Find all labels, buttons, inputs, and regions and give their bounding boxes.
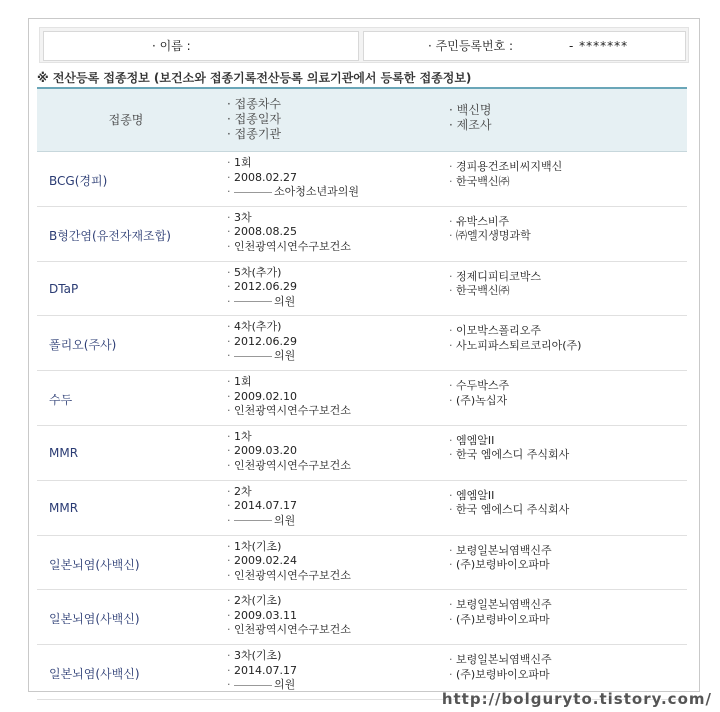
dose-org-text: 인천광역시연수구보건소 (234, 239, 351, 253)
vaccination-record-panel (28, 18, 700, 692)
vaccine-maker: · (주)보령바이오파마 (449, 613, 687, 628)
vaccine-name: MMR (49, 500, 79, 515)
dose-org (227, 569, 447, 584)
header-vaccine-maker (449, 103, 687, 133)
vaccine-product: · 엠엠알II (449, 434, 687, 449)
dose-info (227, 266, 447, 310)
header-vaccine-name: 접종명 (108, 113, 144, 127)
dose-org (227, 678, 447, 693)
vaccine-name: MMR (49, 445, 79, 460)
name-label: · 이름 : (152, 39, 191, 53)
vaccine-maker: · ㈜엘지생명과학 (449, 229, 687, 244)
dose-number: · 3차 (227, 211, 447, 226)
vaccine-product: · 보령일본뇌염백신주 (449, 598, 687, 613)
redaction-mark (234, 356, 272, 357)
rrn-label: · 주민등록번호 : (428, 39, 514, 53)
dose-org (227, 404, 447, 419)
vaccine-info (449, 324, 687, 353)
vaccine-maker: · 한국 엠에스디 주식회사 (449, 448, 687, 463)
dose-org-text: 인천광역시연수구보건소 (234, 404, 351, 418)
dose-info (227, 375, 447, 419)
vaccine-info (449, 598, 687, 627)
header-maker: · 제조사 (449, 118, 492, 132)
vaccine-name: 일본뇌염(사백신) (49, 612, 140, 627)
dose-org-text: 의원 (274, 513, 296, 527)
header-date: · 접종일자 (227, 112, 281, 126)
dose-info (227, 211, 447, 255)
blog-watermark: http://bolguryto.tistory.com/ (441, 690, 712, 708)
vaccine-product: · 정제디피티코박스 (449, 270, 687, 285)
table-row (37, 152, 687, 207)
dose-org-text: 인천광역시연수구보건소 (234, 568, 351, 582)
vaccine-product: · 엠엠알II (449, 489, 687, 504)
dose-date: · 2009.03.11 (227, 609, 447, 624)
table-row (37, 536, 687, 591)
redaction-mark (234, 301, 272, 302)
dose-org-text: 인천광역시연수구보건소 (234, 623, 351, 637)
header-org: · 접종기관 (227, 127, 281, 141)
vaccine-info (449, 215, 687, 244)
vaccine-name: 수두 (49, 393, 73, 408)
vaccine-name: DTaP (49, 281, 79, 296)
dose-org (227, 240, 447, 255)
vaccine-info (449, 544, 687, 573)
dose-org (227, 295, 447, 310)
dose-date: · 2008.02.27 (227, 171, 447, 186)
dose-info (227, 320, 447, 364)
vaccine-name: BCG(경피) (49, 174, 108, 188)
dose-org-text: 인천광역시연수구보건소 (234, 458, 351, 472)
vaccine-maker: · 한국백신㈜ (449, 175, 687, 190)
dose-number: · 1회 (227, 375, 447, 390)
dose-date: · 2014.07.17 (227, 664, 447, 679)
vaccine-maker: · (주)녹십자 (449, 394, 687, 409)
dose-info (227, 540, 447, 584)
dose-number: · 4차(추가) (227, 320, 447, 335)
dose-org-text: 의원 (274, 678, 296, 692)
dose-number: · 2차 (227, 485, 447, 500)
dose-org-text: 소아청소년과의원 (274, 185, 360, 198)
dose-date: · 2012.06.29 (227, 335, 447, 350)
vaccine-maker: · 한국 엠에스디 주식회사 (449, 503, 687, 518)
name-cell (43, 31, 359, 61)
dose-org (227, 459, 447, 474)
redaction-mark (234, 192, 272, 193)
vaccine-product: · 이모박스폴리오주 (449, 324, 687, 339)
dose-date: · 2009.03.20 (227, 444, 447, 459)
dose-number: · 1차(기초) (227, 540, 447, 555)
dose-date: · 2009.02.10 (227, 390, 447, 405)
dose-number: · 3차(기초) (227, 649, 447, 664)
dose-date: · 2014.07.17 (227, 499, 447, 514)
vaccine-product: · 유박스비주 (449, 215, 687, 230)
table-row (37, 316, 687, 371)
dose-info (227, 430, 447, 474)
header-vaccine: · 백신명 (449, 103, 492, 117)
vaccine-info (449, 434, 687, 463)
dose-number: · 1차 (227, 430, 447, 445)
dose-org (227, 514, 447, 529)
identity-bar (39, 27, 689, 63)
table-header (37, 89, 687, 152)
vaccine-maker: · (주)보령바이오파마 (449, 668, 687, 683)
dose-org-text: 의원 (274, 294, 296, 308)
vaccine-product: · 경피용건조비씨지백신 (449, 160, 687, 175)
vaccination-table (37, 87, 687, 700)
vaccine-product: · 보령일본뇌염백신주 (449, 653, 687, 668)
vaccine-info (449, 270, 687, 299)
table-row (37, 590, 687, 645)
vaccine-info (449, 489, 687, 518)
table-row (37, 426, 687, 481)
vaccine-name: 폴리오(주사) (49, 338, 117, 353)
header-dose: · 접종차수 (227, 97, 281, 111)
dose-org (227, 349, 447, 364)
dose-org (227, 185, 447, 200)
table-row (37, 207, 687, 262)
table-row (37, 262, 687, 317)
table-body (37, 152, 687, 700)
rrn-cell (363, 31, 686, 61)
vaccine-maker: · (주)보령바이오파마 (449, 558, 687, 573)
dose-org-text: 의원 (274, 349, 296, 363)
dose-number: · 1회 (227, 156, 447, 171)
rrn-value: - ******* (569, 39, 629, 53)
vaccine-name: 일본뇌염(사백신) (49, 557, 140, 572)
dose-info (227, 594, 447, 638)
dose-info (227, 649, 447, 693)
vaccine-name: 일본뇌염(사백신) (49, 667, 140, 682)
dose-info (227, 156, 447, 200)
header-dose-date-org (227, 97, 447, 142)
vaccine-maker: · 사노피파스퇴르코리아(주) (449, 339, 687, 354)
dose-number: · 2차(기초) (227, 594, 447, 609)
dose-info (227, 485, 447, 529)
vaccine-maker: · 한국백신㈜ (449, 284, 687, 299)
dose-date: · 2008.08.25 (227, 225, 447, 240)
table-row (37, 371, 687, 426)
vaccine-product: · 보령일본뇌염백신주 (449, 544, 687, 559)
redaction-mark (234, 520, 272, 521)
dose-date: · 2012.06.29 (227, 280, 447, 295)
vaccine-info (449, 653, 687, 682)
vaccine-info (449, 379, 687, 408)
table-row (37, 481, 687, 536)
redaction-mark (234, 685, 272, 686)
dose-org (227, 623, 447, 638)
registry-notice: ※ 전산등록 접종정보 (보건소와 접종기록전산등록 의료기관에서 등록한 접종정보) (37, 71, 472, 85)
dose-number: · 5차(추가) (227, 266, 447, 281)
dose-date: · 2009.02.24 (227, 554, 447, 569)
vaccine-name: B형간염(유전자재조합) (49, 228, 171, 243)
vaccine-info (449, 160, 687, 189)
vaccine-product: · 수두박스주 (449, 379, 687, 394)
